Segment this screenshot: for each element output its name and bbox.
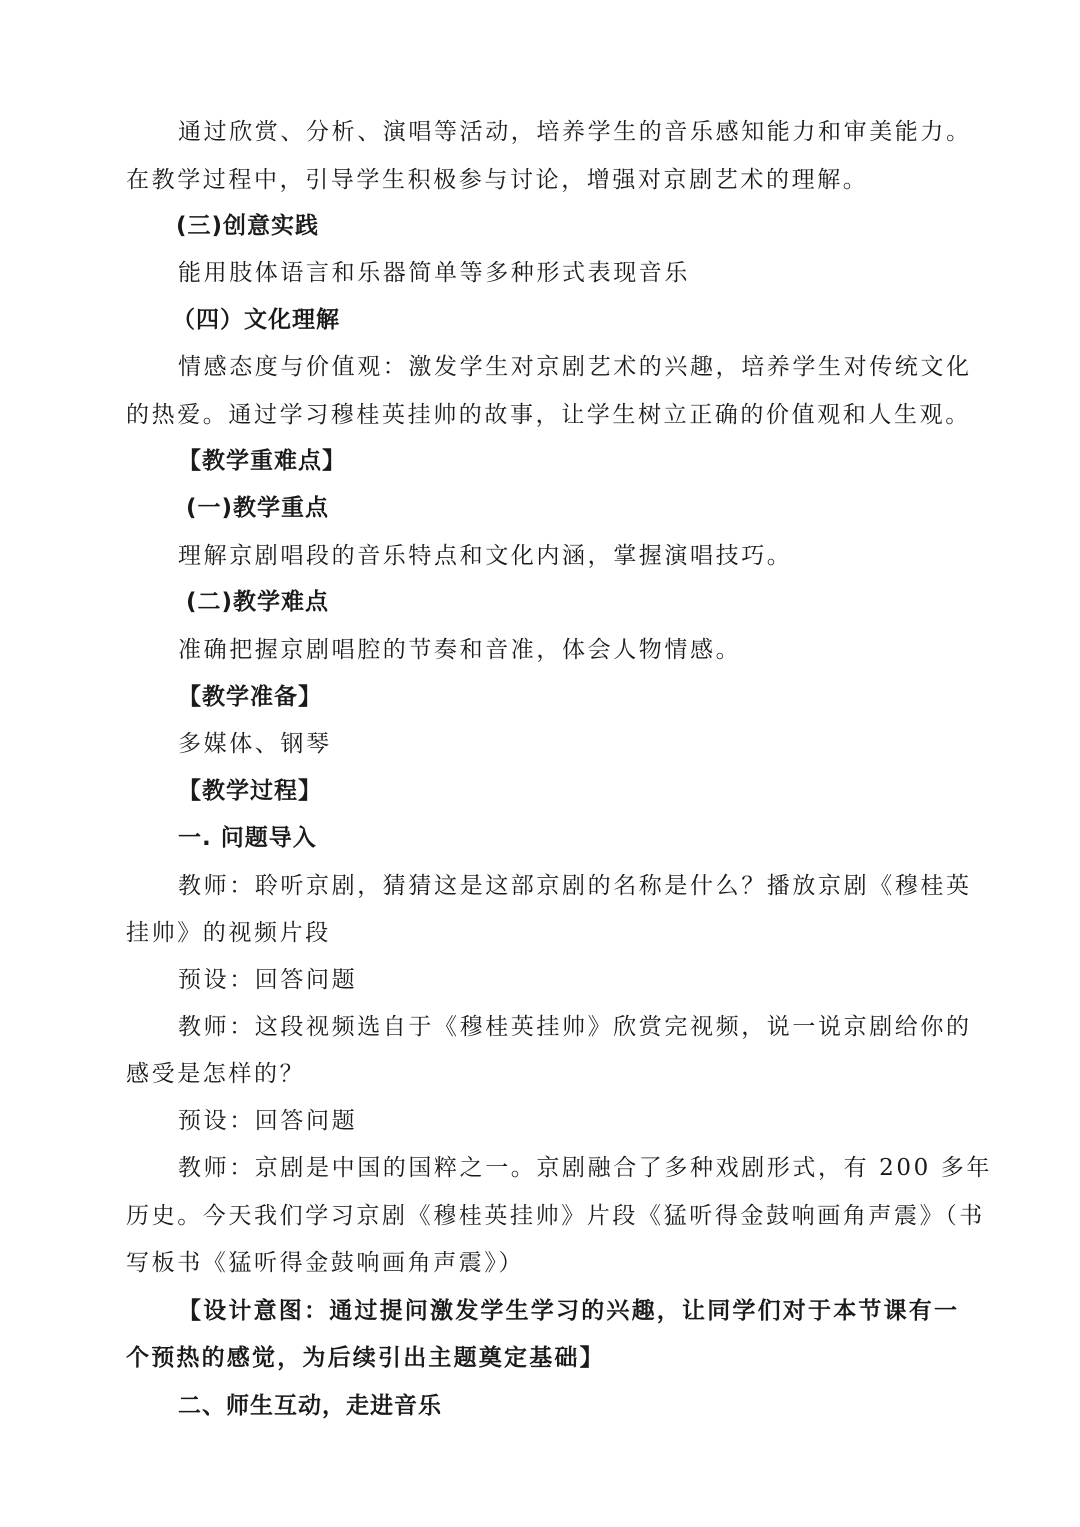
section-heading-teaching-difficulty: (二)教学难点 [186, 589, 330, 615]
paragraph-line: 历史。今天我们学习京剧《穆桂英挂帅》片段《猛听得金鼓响画角声震》（书 [126, 1203, 985, 1229]
paragraph-line: 教师：聆听京剧，猜猜这是这部京剧的名称是什么？播放京剧《穆桂英 [178, 873, 972, 899]
paragraph-line: 准确把握京剧唱腔的节奏和音准，体会人物情感。 [178, 637, 742, 663]
paragraph-line: 在教学过程中，引导学生积极参与讨论，增强对京剧艺术的理解。 [126, 167, 869, 193]
paragraph-line: 多媒体、钢琴 [178, 731, 332, 757]
paragraph-line: 预设：回答问题 [178, 967, 358, 993]
section-heading-teaching-preparation: 【教学准备】 [178, 684, 322, 710]
paragraph-line: 通过欣赏、分析、演唱等活动，培养学生的音乐感知能力和审美能力。 [178, 119, 972, 145]
paragraph-line: 预设：回答问题 [178, 1108, 358, 1134]
paragraph-line: 情感态度与价值观：激发学生对京剧艺术的兴趣，培养学生对传统文化 [178, 354, 972, 380]
section-heading-creative-practice: (三)创意实践 [176, 213, 320, 239]
section-heading-teacher-student-interaction: 二、师生互动，走进音乐 [178, 1393, 442, 1419]
design-intent-line: 个预热的感觉，为后续引出主题奠定基础】 [126, 1344, 605, 1371]
section-heading-key-difficult-points: 【教学重难点】 [178, 448, 346, 474]
paragraph-line: 理解京剧唱段的音乐特点和文化内涵，掌握演唱技巧。 [178, 543, 793, 569]
paragraph-line: 能用肢体语言和乐器简单等多种形式表现音乐 [178, 260, 690, 286]
paragraph-line: 写板书《猛听得金鼓响画角声震》） [126, 1250, 525, 1276]
paragraph-line: 挂帅》的视频片段 [126, 920, 331, 946]
paragraph-line: 教师：京剧是中国的国粹之一。京剧融合了多种戏剧形式，有 200 多年 [178, 1155, 992, 1181]
design-intent-line: 【设计意图：通过提问激发学生学习的兴趣，让同学们对于本节课有一 [178, 1297, 960, 1324]
section-heading-cultural-understanding: （四）文化理解 [172, 307, 340, 333]
section-heading-teaching-process: 【教学过程】 [178, 778, 322, 804]
section-heading-question-intro: 一. 问题导入 [178, 825, 317, 851]
paragraph-line: 感受是怎样的？ [126, 1061, 306, 1087]
section-heading-teaching-focus: (一)教学重点 [186, 495, 330, 521]
paragraph-line: 的热爱。通过学习穆桂英挂帅的故事，让学生树立正确的价值观和人生观。 [126, 402, 971, 428]
paragraph-line: 教师：这段视频选自于《穆桂英挂帅》欣赏完视频，说一说京剧给你的 [178, 1014, 972, 1040]
